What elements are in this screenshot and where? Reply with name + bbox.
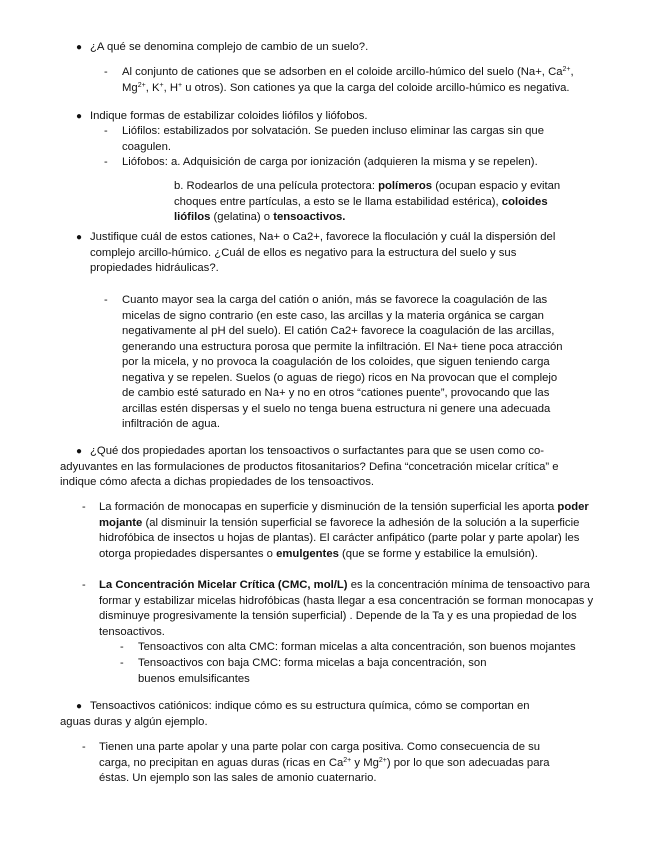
q2-dash-1: -	[104, 125, 108, 137]
q4-sub-dash-1: -	[120, 641, 124, 653]
q2-liofobos-a: Liófobos: a. Adquisición de carga por ionización (adquieren la misma y se repelen).	[122, 156, 538, 168]
q2-bullet: ●	[76, 111, 83, 122]
q4-dash-1: -	[82, 501, 86, 513]
q4-answer-2: La Concentración Micelar Crítica (CMC, mol/L) es la concentración mínima de tensoactivo para formar y estabilizar micelas hidrofóbicas (hasta llegar a esa concentración se forman monocapas y disminuye progresivamente la tensión superficial) . Depende de la Ta y es una propiedad de los tensoactivos.	[99, 579, 594, 638]
q2-liofilos: Liófilos: estabilizados por solvatación. Se pueden incluso eliminar las cargas sin que coagulen.	[122, 125, 544, 153]
q3-bullet: ●	[76, 232, 83, 243]
q2-dash-2: -	[104, 156, 108, 168]
q4-sub-1: Tensoactivos con alta CMC: forman micelas a alta concentración, son buenos mojantes	[138, 641, 576, 653]
q5-answer: Tienen una parte apolar y una parte polar con carga positiva. Como consecuencia de su carga, no precipitan en aguas duras (ricas en $Ca^{2+}$ y $Mg^{2+}$) por lo que son adecuadas para éstas. Un ejemplo son las sales de amonio cuaternario.	[99, 741, 550, 784]
q4-question: ¿Qué dos propiedades aportan los tensoactivos o surfactantes para que se usen como co-adyuvantes en las formulaciones de productos fitosanitarios? Defina “concetración micelar crítica” e indique cómo afecta a dichas propiedades de los tensoactivos.	[60, 445, 559, 488]
q4-dash-2: -	[82, 579, 86, 591]
q5-bullet: ●	[76, 701, 83, 712]
q1-question: ¿A qué se denomina complejo de cambio de un suelo?.	[90, 41, 369, 53]
q4-sub-dash-2: -	[120, 657, 124, 669]
q5-question: Tensoactivos catiónicos: indique cómo es su estructura química, cómo se comportan en aguas duras y algún ejemplo.	[60, 700, 530, 728]
q1-answer: Al conjunto de cationes que se adsorben en el coloide arcillo-húmico del suelo (Na+, $Ca^{2+}$, $Mg^{2+}$, K+, H+ u otros). Son cationes ya que la carga del coloide arcillo-húmico es negativa.	[122, 66, 574, 94]
q2-liofobos-b: b. Rodearlos de una película protectora: polímeros (ocupan espacio y evitan choques entre partículas, a esto se le llama estabilidad estérica), coloides liófilos (gelatina) o tensoactivos.	[174, 180, 561, 223]
q3-dash: -	[104, 294, 108, 306]
q3-answer: Cuanto mayor sea la carga del catión o anión, más se favorece la coagulación de las micelas de signo contrario (en este caso, las arcillas y la materia orgánica se cargan negativamente al pH del suelo). El catión Ca2+ favorece la coagulación de las arcillas, generando una estructura porosa que permite la infiltración. El Na+ tiene poca atracción por la micela, y no provoca la coagulación de los coloides, que siguen teniendo carga negativa y se repelen. Suelos (o aguas de riego) ricos en Na provocan que el complejo de cambio esté saturado en Na+ y no en otros “cationes puente”, provocando que las arcillas estén dispersas y el suelo no tenga buena estructura ni genere una adecuada infiltración de agua.	[122, 294, 563, 430]
q1-dash: -	[104, 66, 108, 78]
q4-bullet: ●	[76, 446, 83, 457]
q5-dash: -	[82, 741, 86, 753]
q3-question: Justifique cuál de estos cationes, Na+ o Ca2+, favorece la floculación y cuál la dispersión del complejo arcillo-húmico. ¿Cuál de ellos es negativo para la estructura del suelo y sus propiedades hidráulicas?.	[90, 231, 556, 274]
q1-bullet: ●	[76, 42, 83, 53]
q2-question: Indique formas de estabilizar coloides liófilos y liófobos.	[90, 110, 368, 122]
q4-sub-2: Tensoactivos con baja CMC: forma micelas a baja concentración, son buenos emulsificantes	[138, 657, 487, 685]
q4-answer-1: La formación de monocapas en superficie y disminución de la tensión superficial les aporta poder mojante (al disminuir la tensión superficial se favorece la adhesión de la solución a la superficie hidrofóbica de insectos u hojas de plantas). El carácter anfipático (parte polar y parte apolar) les otorga propiedades dispersantes o emulgentes (que se forme y estabilice la emulsión).	[99, 501, 589, 560]
